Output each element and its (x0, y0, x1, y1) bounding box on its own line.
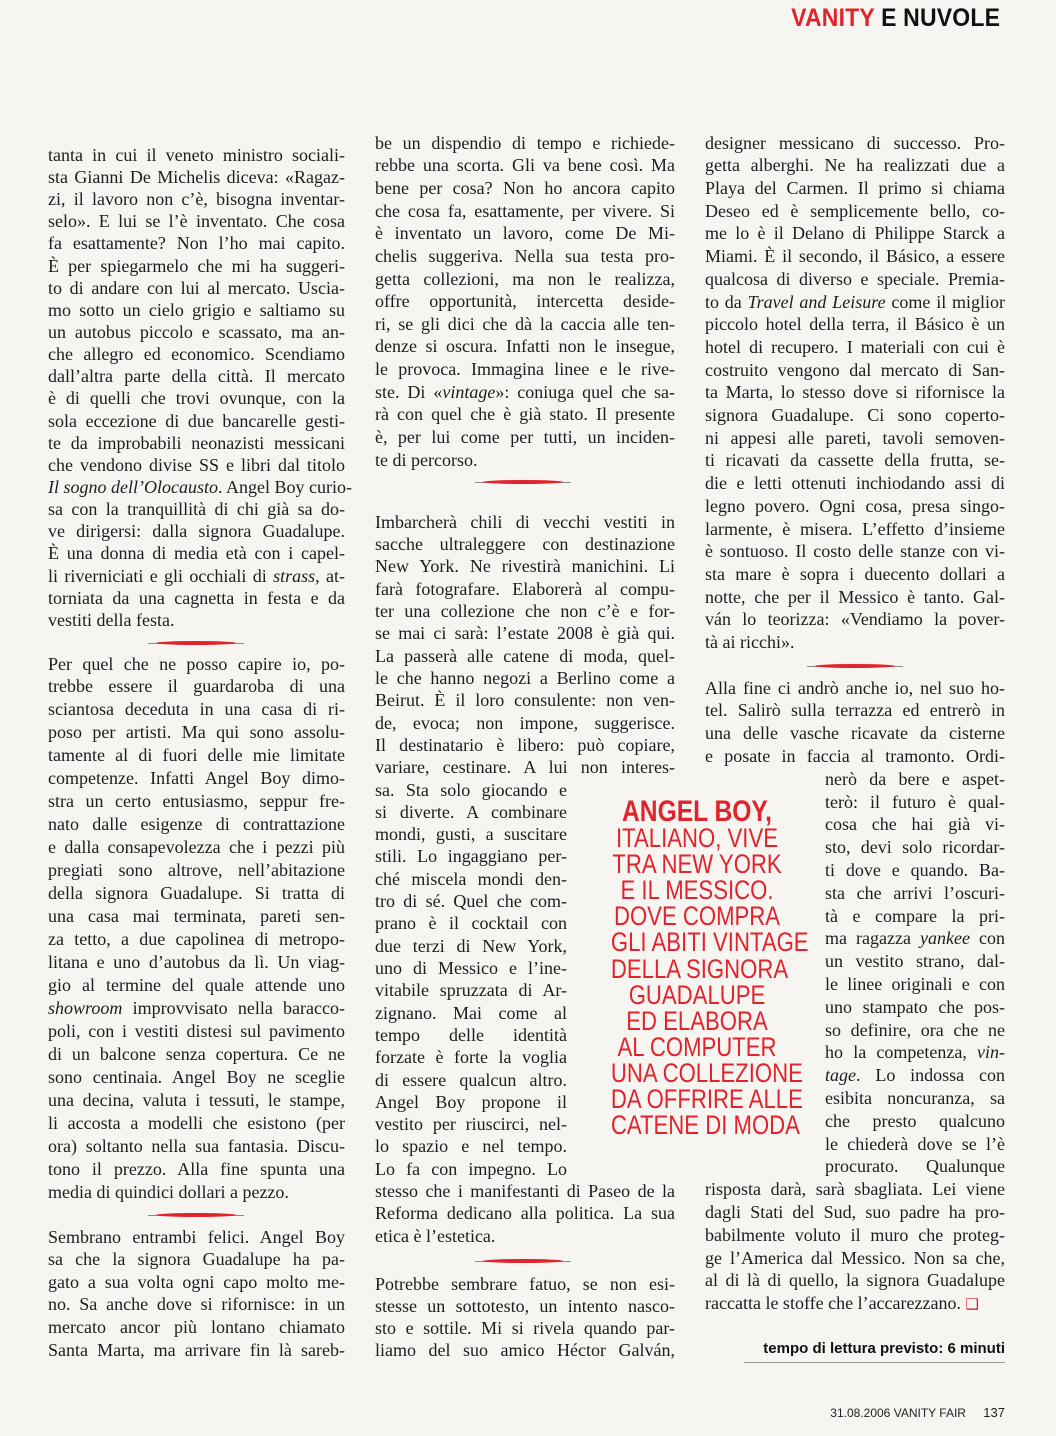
article-line: Angel Boy propone il (375, 1091, 567, 1112)
article-line: Imbarcherà chili di vecchi vestiti in (375, 511, 675, 532)
column-1-paragraph-2 (48, 653, 345, 1204)
article-line: legno povero. Ogni cosa, presa singo- (705, 495, 1005, 516)
article-line: sa. Sta solo giocando e (375, 779, 567, 800)
article-line: vitabile spruzzata di Ar- (375, 980, 567, 1001)
article-line: le che hanno negozi a Berlino come a (375, 667, 675, 688)
article-line: sa con la tranquillità di chi già sa do- (48, 499, 345, 520)
article-line: lo spazio e nel tempo. (375, 1136, 567, 1157)
article-line: stili. Lo ingaggiano per- (375, 846, 567, 867)
article-line: di un balcone senza copertura. Ce ne (48, 1043, 345, 1064)
article-line: Miami. È il secondo, il Básico, a essere (705, 246, 1005, 267)
brand-name: VANITY (791, 4, 875, 32)
article-line: ora) soltanto nella sua fantasia. Discu- (48, 1135, 345, 1156)
pull-quote-line: CATENE DI MODA (610, 1110, 800, 1141)
pull-quote-line: TRA NEW YORK (612, 849, 782, 880)
article-line: tanta in cui il veneto ministro sociali- (48, 144, 345, 165)
pull-quote-line: UNA COLLEZIONE (610, 1057, 803, 1088)
article-line: sciantosa deceduta in una casa di ri- (48, 699, 345, 720)
pull-quote-line: DA OFFRIRE ALLE (610, 1084, 803, 1115)
article-line: di essere qualcun altro. (375, 1069, 567, 1090)
article-line: raccatta le stoffe che l’accarezzano. ❑ (705, 1293, 979, 1314)
article-line: le linee originali e con (825, 973, 1005, 994)
article-line: ta Marta, lo stesso dove si rifornisce la (705, 382, 1005, 403)
pull-quote-line: ANGEL BOY, (622, 795, 772, 828)
article-line: poso per artisti. Ma qui sono assolu- (48, 722, 345, 743)
article-line: designer messicano di successo. Pro- (705, 132, 1005, 153)
article-line: nerò da bere e aspet- (825, 768, 1005, 789)
article-line: un vestito strano, dal- (825, 951, 1005, 972)
article-line: ti ricavati da cassette della frutta, se- (705, 450, 1005, 471)
article-line: mercato ancor più lontano chiamato (48, 1317, 345, 1338)
article-line: no. Sa anche dove si rifornisce: in un (48, 1294, 345, 1315)
section-divider (807, 664, 903, 668)
article-line: una casa mai terminata, pareti sen- (48, 906, 345, 927)
article-line: Reforma dedicano alla politica. La sua (375, 1203, 675, 1224)
article-line: è di quelli che trovi ovunque, con la (48, 388, 345, 409)
article-line: ge l’America dal Messico. Non sa che, (705, 1247, 1005, 1268)
article-line: della signora Guadalupe. Si tratta di (48, 883, 345, 904)
article-line: li accosta a modelli che esistono (per (48, 1112, 345, 1133)
article-line: stra un certo entusiasmo, seppur fre- (48, 791, 345, 812)
article-line: te di percorso. (375, 449, 478, 470)
article-line: chelis suggeriva. Nella sua testa pro- (375, 245, 675, 266)
article-line: torniata da una cagnetta in festa e da (48, 587, 345, 608)
article-line: gio al termine del quale attende uno (48, 974, 345, 995)
article-line: risposta darà, sarà sbagliata. Lei viene (705, 1179, 1005, 1200)
article-line: variare, cestinare. A lui non interes- (375, 757, 675, 778)
pull-quote-line: GLI ABITI VINTAGE (610, 927, 809, 958)
article-line: tà ai ricchi». (705, 632, 795, 653)
column-2-paragraph-3 (375, 1273, 675, 1361)
article-line: getta alberghi. Ne ha realizzati due a (705, 155, 1005, 176)
article-line: tempo delle identità (375, 1024, 567, 1045)
article-line: mo sotto un cielo grigio e saltiamo su (48, 299, 345, 320)
article-line: le chiederà dove se l’è (825, 1133, 1005, 1154)
article-line: offre opportunità, intercetta deside- (375, 291, 675, 312)
pull-quote (592, 795, 809, 1141)
article-line: denze si oscura. Infatti non le insegue, (375, 336, 675, 357)
article-line: ho la competenza, vin- (825, 1042, 1005, 1063)
article-line: ri, se gli dici che dà la caccia alle ten- (375, 313, 675, 334)
article-line: e dalla consapevolezza che i pezzi più (48, 837, 345, 858)
article-line: sta che arrivi l’oscuri- (825, 882, 1005, 903)
article-line: Il destinatario è libero: può copiare, (375, 734, 675, 755)
article-line: che allegro ed economico. Scendiamo (48, 344, 345, 365)
article-line: competenze. Infatti Angel Boy dimo- (48, 768, 345, 789)
column-2-paragraph-1 (375, 132, 675, 472)
article-line: È per spiegarmelo che mi ha suggeri- (48, 255, 345, 276)
article-line: getta collezioni, ma non le realizza, (375, 268, 675, 289)
article-line: be un dispendio di tempo e richiede- (375, 132, 675, 153)
article-line: stesse un sottotesto, un intento nasco- (375, 1296, 675, 1316)
article-line: Potrebbe sembrare fatuo, se non esi- (375, 1274, 675, 1294)
article-line: sta Gianni De Michelis diceva: «Ragaz- (48, 167, 345, 188)
end-mark-icon: ❑ (965, 1295, 979, 1314)
article-line: Alla fine ci andrò anche io, nel suo ho- (705, 677, 1005, 698)
article-line: die e letti ottenuti inchiodando assi di (705, 473, 1005, 494)
article-line: selo». E lui se l’è inventato. Che cosa (48, 211, 345, 232)
article-line: tro di sé. Quel che com- (375, 891, 567, 912)
pull-quote-line: DELLA SIGNORA (610, 953, 789, 984)
issue-date: 31.08.2006 (830, 1406, 891, 1420)
article-line: me lo è il Delano di Philippe Starck a (705, 223, 1005, 244)
pull-quote-line: E IL MESSICO. (620, 875, 774, 906)
article-line: terò: il futuro è qual- (825, 791, 1005, 812)
article-line: Beirut. È il loro consulente: non ven- (375, 690, 675, 711)
page-number: 137 (983, 1405, 1005, 1420)
article-line: tà e compare la pri- (825, 905, 1005, 926)
article-line: dall’altra parte della città. Il mercato (48, 366, 345, 387)
article-line: so definire, ora che ne (825, 1019, 1005, 1040)
article-line: ti dove e quando. Ba- (825, 859, 1005, 880)
article-line: È una donna di media età con i capel- (48, 543, 345, 564)
column-3-paragraph-1 (705, 132, 1005, 655)
section-name: E NUVOLE (880, 4, 1000, 32)
article-line: sono centinaia. Angel Boy ne sceglie (48, 1066, 345, 1087)
article-line: trebbe essere il guardaroba di una (48, 676, 345, 697)
column-1-paragraph-3 (48, 1226, 345, 1362)
column-1-paragraph-1 (48, 144, 352, 631)
section-header (791, 2, 1000, 34)
article-line: ni appesi alle pareti, tavoli semoven- (705, 427, 1005, 448)
article-line: media di quindici dollari a pezzo. (48, 1181, 289, 1202)
article-line: forzate è forte la voglia (375, 1047, 567, 1068)
article-line: li riverniciati e gli occhiali di strass, at- (48, 565, 345, 586)
article-line: tel. Salirò sulla terrazza ed entrerò in (705, 700, 1005, 721)
article-line: al di là di quello, la signora Guadalupe (705, 1270, 1005, 1291)
article-line: sacche ultraleggere con destinazione (375, 534, 675, 555)
article-line: Lo fa con impegno. Lo (375, 1158, 567, 1179)
article-line: un autobus piccolo e scassato, ma an- (48, 322, 345, 342)
article-line: Il sogno dell’Olocausto. Angel Boy curio- (48, 476, 352, 497)
article-line: vestito per riuscirci, nel- (375, 1114, 567, 1135)
article-line: sola eccezione di due bancarelle gesti- (48, 410, 345, 431)
article-line: dagli Stati del Sud, suo padre ha pro- (705, 1201, 1005, 1222)
article-line: Santa Marta, ma arrivare fin là sareb- (48, 1339, 345, 1360)
article-line: tage. Lo indossa con (825, 1065, 1005, 1086)
article-line: cosa che hai già vi- (825, 814, 1005, 835)
article-line: tono il prezzo. Alla fine spunta una (48, 1158, 345, 1179)
article-line: e posate in faccia al tramonto. Ordi- (705, 745, 1005, 766)
article-line: che presto qualcuno (825, 1110, 1005, 1131)
article-line: ve dirigersi: dalla signora Guadalupe. (48, 521, 345, 542)
article-line: Per quel che ne posso capire io, po- (48, 653, 345, 674)
article-line: notte, che per il Messico è tanto. Gal- (705, 586, 1005, 607)
article-line: larmente, è misera. L’effetto d’insieme (705, 518, 1005, 539)
article-line: qualcosa di diverso e speciale. Premia- (705, 268, 1005, 289)
page-footer (830, 1404, 1005, 1422)
section-divider (475, 480, 571, 484)
article-line: rebbe una scorta. Gli va bene così. Ma (375, 155, 675, 176)
pull-quote-line: DOVE COMPRA (613, 901, 781, 932)
article-line: farà fotografare. Elaborerà al compu- (375, 578, 675, 599)
article-line: è inventato un lavoro, come De Mi- (375, 223, 675, 244)
article-line: è sontuoso. Il costo delle stanze con vi- (705, 541, 1005, 562)
article-line: ché miscela mondi den- (375, 868, 567, 889)
article-line: litana e uno d’autobus da lì. Un viag- (48, 951, 345, 972)
article-line: nato dalle esigenze di contrattazione (48, 814, 345, 835)
article-line: Deseo ed è semplicemente bello, co- (705, 200, 1005, 221)
article-line: showroom improvvisato nella baracco- (48, 997, 345, 1018)
article-line: due terzi di New York, (375, 935, 567, 956)
article-line: etica è l’estetica. (375, 1225, 496, 1246)
article-line: to di andare con lui al mercato. Uscia- (48, 277, 345, 298)
section-divider (148, 641, 244, 645)
article-line: sto e sottile. Mi si rivela quando par- (375, 1318, 675, 1338)
article-line: zignano. Mai come al (375, 1002, 567, 1023)
article-line: bene per cosa? Non ho ancora capito (375, 177, 675, 198)
article-line: uno di Messico e l’ine- (375, 957, 567, 978)
article-line: signora Guadalupe. Ci sono coperto- (705, 405, 1005, 426)
article-line: ma ragazza yankee con (825, 928, 1005, 949)
article-line: babilmente voluto il muro che proteg- (705, 1224, 1005, 1245)
reading-time-rule (744, 1362, 1005, 1363)
article-line: stesso che i manifestanti di Paseo de la (375, 1181, 675, 1202)
article-line: esibita noncuranza, sa (825, 1087, 1005, 1108)
article-line: to da Travel and Leisure come il miglior (705, 291, 1006, 312)
article-line: sa che la signora Guadalupe ha pa- (48, 1249, 345, 1270)
article-line: ván lo teorizza: «Vendiamo la pover- (705, 609, 1005, 630)
article-line: te da improbabili neonazisti messicani (48, 432, 345, 453)
article-line: ter una collezione che non c’è e for- (375, 601, 675, 622)
article-line: gato a sua volta ogni capo molto me- (48, 1271, 345, 1292)
article-line: ste. Di «vintage»: coniuga quel che sa- (375, 381, 675, 402)
article-line: vestiti della festa. (48, 609, 175, 630)
article-line: pregiati sono altrove, nell’abitazione (48, 860, 345, 881)
pull-quote-line: AL COMPUTER (617, 1031, 777, 1062)
article-line: poli, con i vestiti distesi sul pavimento (48, 1020, 345, 1041)
pull-quote-line: ITALIANO, VIVE (615, 823, 779, 854)
article-line: uno stampato che pos- (825, 996, 1005, 1017)
article-line: si diverte. A combinare (375, 801, 567, 822)
article-line: tamente al di fuori delle mie limitate (48, 745, 345, 766)
article-line: se mai ci sarà: l’estate 2008 è già qui. (375, 623, 675, 644)
article-line: procurato. Qualunque (825, 1156, 1005, 1177)
article-line: prano è il cocktail con (375, 913, 567, 934)
article-line: za tetto, a due capolinea di metropo- (48, 929, 345, 950)
article-line: che vendono divise SS e libri dal titolo (48, 454, 345, 475)
article-line: liamo del suo amico Héctor Galván, (375, 1340, 675, 1360)
article-line: zi, il lavoro non c’è, bisogna inventar- (48, 189, 345, 210)
article-line: New York. Ne rivestirà manichini. Li (375, 556, 675, 577)
article-line: sto, devi solo ricordar- (825, 837, 1005, 858)
article-line: de, evoca; non impone, suggerisce. (375, 712, 675, 733)
article-line: piccolo hotel della terra, il Básico è un (705, 314, 1005, 335)
article-line: una decina, valuta i tessuti, le stampe, (48, 1089, 345, 1110)
article-line: rà con quel che è già stato. Il presente (375, 404, 675, 425)
article-line: è, per lui come per tutti, un inciden- (375, 427, 675, 447)
article-line: sta mare è sopra i duecento dollari a (705, 563, 1005, 584)
article-line: le provoca. Immagina linee e le rive- (375, 359, 675, 380)
pull-quote-line: ED ELABORA (626, 1005, 768, 1036)
article-line: mondi, gusti, a suscitare (375, 824, 567, 845)
article-line: La passerà alle catene di moda, quel- (375, 645, 675, 666)
article-line: Sembrano entrambi felici. Angel Boy (48, 1226, 345, 1247)
article-line: costruito vengono dal mercato di San- (705, 359, 1005, 380)
section-divider (475, 1259, 571, 1263)
article-line: una delle vasche ricavate da cisterne (705, 723, 1005, 744)
article-line: Playa del Carmen. Il primo si chiama (705, 178, 1005, 199)
pull-quote-line: GUADALUPE (628, 979, 766, 1010)
article-line: fa esattamente? Non l’ho mai capito. (48, 233, 345, 254)
magazine-name: VANITY FAIR (893, 1406, 966, 1420)
article-line: hotel di recupero. I materiali con cui è (705, 336, 1005, 357)
article-line: che cosa fa, esattamente, per vivere. Si (375, 200, 675, 221)
section-divider (148, 1213, 244, 1217)
reading-time: tempo di lettura previsto: 6 minuti (763, 1340, 1005, 1357)
